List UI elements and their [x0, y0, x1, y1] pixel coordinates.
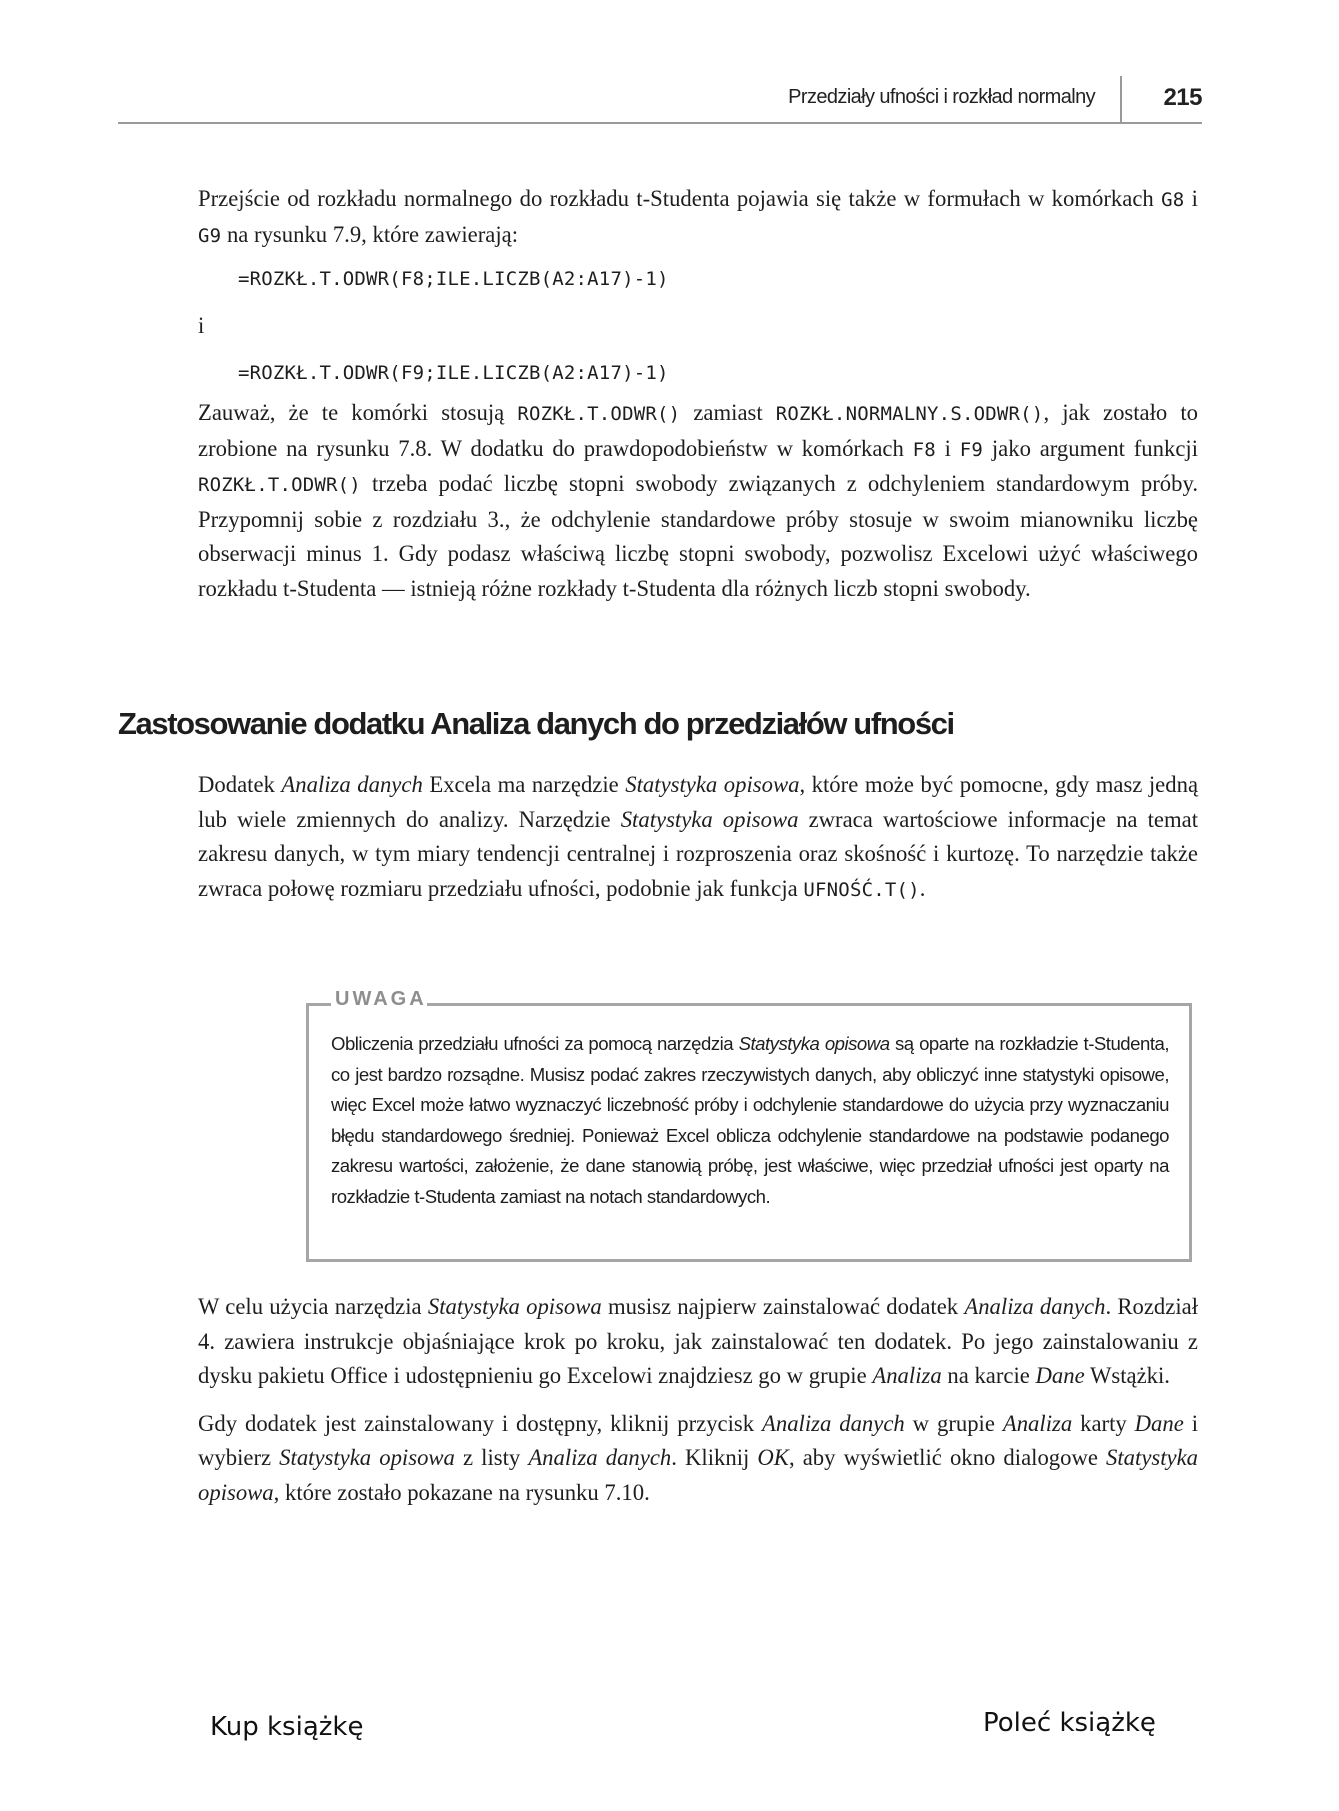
- after-note-text: [198, 1290, 1198, 1510]
- text-run: , które zostało pokazane na rysunku 7.10.: [273, 1479, 650, 1505]
- paragraph: [198, 1407, 1198, 1511]
- text-run: w grupie: [904, 1410, 1003, 1436]
- header-divider: [1120, 76, 1122, 122]
- text-run: i: [1184, 186, 1198, 211]
- text-run: zamiast: [680, 400, 776, 425]
- text-run: i wybierz: [198, 1410, 1199, 1470]
- emphasis: Analiza danych: [528, 1445, 672, 1470]
- formula-code: =ROZKŁ.T.ODWR(F8;ILE.LICZB(A2:A17)-1): [238, 268, 669, 290]
- emphasis: Statystyka opisowa: [738, 1033, 890, 1054]
- emphasis: Dane: [1134, 1410, 1184, 1436]
- note-text: [331, 1029, 1169, 1212]
- text-run: i: [935, 435, 960, 461]
- text-run: musisz najpierw zainstalować dodatek: [601, 1294, 965, 1319]
- main-text: [198, 182, 1198, 606]
- text-run: Excela ma narzędzie: [422, 772, 626, 797]
- text-run: na rysunku 7.9, które zawierają:: [221, 221, 519, 247]
- cell-reference: F9: [959, 438, 984, 461]
- text-run: , które może być pomocne, gdy masz jedną lub wiele zmiennych do analizy. Narzędzie: [198, 772, 1199, 832]
- emphasis: Analiza danych: [281, 772, 423, 797]
- section-text: [198, 768, 1198, 907]
- chapter-title: Przedziały ufności i rozkład normalny: [788, 86, 1095, 108]
- note-border: [306, 1003, 331, 1006]
- emphasis: Statystyka opisowa: [620, 806, 799, 832]
- text-run: , aby wyświetlić okno dialogowe: [788, 1445, 1107, 1470]
- cell-reference: F8: [912, 438, 936, 461]
- text-run: Obliczenia przedziału ufności za pomocą narzędzia: [331, 1033, 739, 1054]
- running-head: [118, 76, 1202, 124]
- emphasis: Analiza: [872, 1363, 942, 1388]
- text-run: Zauważ, że te komórki stosują: [198, 400, 518, 425]
- section-heading: Zastosowanie dodatku Analiza danych do przedziałów ufności: [118, 706, 954, 741]
- emphasis: Analiza danych: [762, 1410, 905, 1436]
- note-box: [306, 988, 1192, 1262]
- emphasis: Statystyka opisowa: [279, 1445, 455, 1470]
- text-run: Gdy dodatek jest zainstalowany i dostępny, kliknij przycisk: [198, 1410, 762, 1436]
- recommend-book-link[interactable]: Poleć książkę: [983, 1708, 1156, 1738]
- emphasis: Statystyka opisowa: [198, 1445, 1199, 1505]
- note-border: [427, 1003, 1192, 1006]
- text-run: zwraca wartościowe informacje na temat zakresu danych, w tym miary tendencji centralnej i rozproszenia oraz skośność i kurtozę. To narzędzie także zwraca połowę rozmiaru przedziału ufności, podobnie jak funkcja: [198, 806, 1198, 901]
- text-run: . Rozdział 4. zawiera instrukcje objaśniające krok po kroku, jak zainstalować ten dodatek. Po jego zainstalowaniu z dysku pakietu Office i udostępnieniu go Excelowi znajdziesz go w grupie: [198, 1294, 1199, 1388]
- paragraph: [198, 182, 1198, 253]
- text-run: , jak zostało to zrobione na rysunku 7.8. W dodatku do prawdopodobieństw w komórkach: [198, 400, 1198, 461]
- buy-book-link[interactable]: Kup książkę: [210, 1712, 364, 1742]
- emphasis: Analiza: [1002, 1410, 1073, 1436]
- text-run: są oparte na rozkładzie t-Studenta, co jest bardzo rozsądne. Musisz podać zakres rzeczywistych danych, aby obliczyć inne statystyki opisowe, więc Excel może łatwo wyznaczyć liczebność próby i odchylenie standardowe do użycia przy wyznaczaniu błędu standardowego średniej. Ponieważ Excel oblicza odchylenie standardowe na podstawie podanego zakresu wartości, założenie, że dane stanowią próbę, jest właściwe, więc przedział ufności jest oparty na rozkładzie t-Studenta zamiast na notach standardowych.: [331, 1033, 1170, 1207]
- note-label: UWAGA: [335, 988, 427, 1010]
- cell-reference: G8: [1161, 189, 1185, 211]
- page-number: 215: [1163, 84, 1202, 111]
- function-name: ROZKŁ.T.ODWR(): [198, 474, 361, 496]
- text-run: Przejście od rozkładu normalnego do rozkładu t-Studenta pojawia się także w formułach w komórkach: [198, 186, 1162, 211]
- paragraph: [198, 396, 1198, 606]
- text-run: Wstążki.: [1084, 1363, 1170, 1388]
- text-run: jako argument funkcji: [983, 435, 1199, 461]
- text-run: Dodatek: [198, 772, 282, 797]
- text-run: . Kliknij: [671, 1445, 758, 1470]
- text-run: trzeba podać liczbę stopni swobody związanych z odchyleniem standardowym próby. Przypomnij sobie z rozdziału 3., że odchylenie standardowe próby stosuje w swoim mianowniku liczbę obserwacji minus 1. Gdy podasz właściwą liczbę stopni swobody, pozwolisz Excelowi użyć właściwego rozkładu t-Studenta — istnieją różne rozkłady t-Studenta dla różnych liczb stopni swobody.: [198, 471, 1198, 601]
- text-run: .: [919, 875, 926, 901]
- formula-code: =ROZKŁ.T.ODWR(F9;ILE.LICZB(A2:A17)-1): [238, 362, 669, 384]
- paragraph: [198, 768, 1198, 907]
- emphasis: Statystyka opisowa: [427, 1294, 602, 1319]
- text-run: W celu użycia narzędzia: [198, 1294, 428, 1319]
- function-name: ROZKŁ.NORMALNY.S.ODWR(): [775, 403, 1044, 425]
- emphasis: Dane: [1035, 1363, 1085, 1388]
- emphasis: Analiza danych: [964, 1294, 1106, 1319]
- cell-reference: G9: [198, 224, 222, 247]
- emphasis: OK: [757, 1445, 789, 1470]
- text-run: z listy: [454, 1445, 529, 1470]
- text-run: karty: [1072, 1410, 1135, 1436]
- emphasis: Statystyka opisowa: [625, 772, 800, 797]
- function-name: ROZKŁ.T.ODWR(): [517, 403, 681, 425]
- connector-text: i: [198, 313, 205, 338]
- paragraph: [198, 1290, 1198, 1394]
- function-name: UFNOŚĆ.T(): [803, 878, 920, 901]
- text-run: na karcie: [941, 1363, 1036, 1388]
